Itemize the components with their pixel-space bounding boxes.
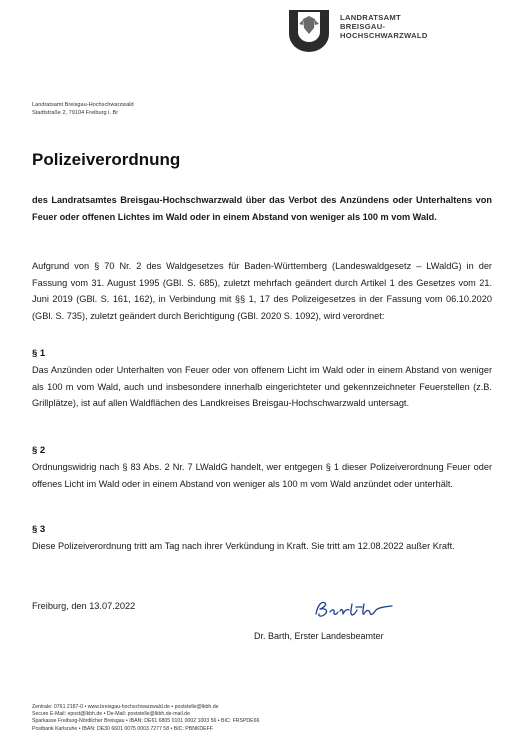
org-line: HOCHSCHWARZWALD — [340, 31, 428, 40]
section-heading: § 2 — [32, 445, 46, 456]
footer-line: Zentrale: 0761 2187-0 • www.breisgau-hochschwarzwald.de • poststelle@lkbh.de — [32, 704, 219, 710]
sender-line: Stadtstraße 2, 79104 Freiburg i. Br — [32, 109, 119, 116]
preamble-paragraph: Aufgrund von § 70 Nr. 2 des Waldgesetzes für Baden-Württemberg (Landeswaldgesetz – LWaldG) in der Fassung vom 31. August 1995 (GBl. S. 685), zuletzt mehrfach geändert durch Artikel 1 des Gesetzes vom 21. Juni 2019 (GBl. S. 161, 162), in Verbindung mit §§ 1, 17 des Polizeigesetzes in der Fassung vom 06.10.2020 (GBl. S. 735), zuletzt geändert durch Berichtigung (GBl. 2020 S. 1092), wird verordnet: — [32, 261, 492, 321]
section-heading: § 1 — [32, 348, 46, 359]
landratsamt-logo-icon — [286, 8, 332, 54]
place-date: Freiburg, den 13.07.2022 — [32, 601, 136, 611]
document-title: Polizeiverordnung — [32, 150, 181, 169]
sender-address — [32, 102, 134, 117]
signer-name: Dr. Barth, Erster Landesbeamter — [254, 631, 384, 641]
footer-contact — [32, 704, 259, 733]
section-heading: § 3 — [32, 524, 46, 535]
footer-line: Sparkasse Freiburg-Nördlicher Breisgau • IBAN: DE61 6805 0101 0002 1003 56 • BIC: FRSPDE66 — [32, 718, 260, 725]
section-text: Ordnungswidrig nach § 83 Abs. 2 Nr. 7 LWaldG handelt, wer entgegen § 1 dieser Polizeiverordnung Feuer oder offenes Licht im Wald oder in einem Abstand von weniger als 100 m vom Wald anzündet oder unterhält. — [32, 462, 492, 489]
intro-paragraph: des Landratsamtes Breisgau-Hochschwarzwald über das Verbot des Anzündens oder Unterhaltens von Feuer oder offenen Lichtes im Wald oder in einem Abstand von weniger als 100 m vom Wald. — [32, 195, 492, 222]
organization-name — [340, 13, 428, 40]
handwritten-signature — [312, 598, 396, 622]
section-text: Das Anzünden oder Unterhalten von Feuer oder von offenem Licht im Wald oder in einem Abstand von weniger als 100 m vom Wald, auch und insbesondere innerhalb eingerichteter und gekennzeichneter Feuerstellen (z.B. Grillplätze), ist auf allen Waldflächen des Landkreises Breisgau-Hochschwarzwald untersagt. — [32, 365, 492, 408]
footer-line: Secure E-Mail: epost@lkbh.de • De-Mail: poststelle@lkbh.de-mail.de — [32, 711, 190, 718]
org-line: BREISGAU- — [340, 22, 386, 31]
section-text: Diese Polizeiverordnung tritt am Tag nach ihrer Verkündung in Kraft. Sie tritt am 12.08.2022 außer Kraft. — [32, 541, 455, 551]
org-line: LANDRATSAMT — [340, 13, 401, 22]
footer-line: Postbank Karlsruhe • IBAN: DE30 6601 0075 0003 7277 58 • BIC: PBNKDEFF — [32, 725, 213, 732]
sender-line: Landratsamt Breisgau-Hochschwarzwald — [32, 102, 134, 108]
